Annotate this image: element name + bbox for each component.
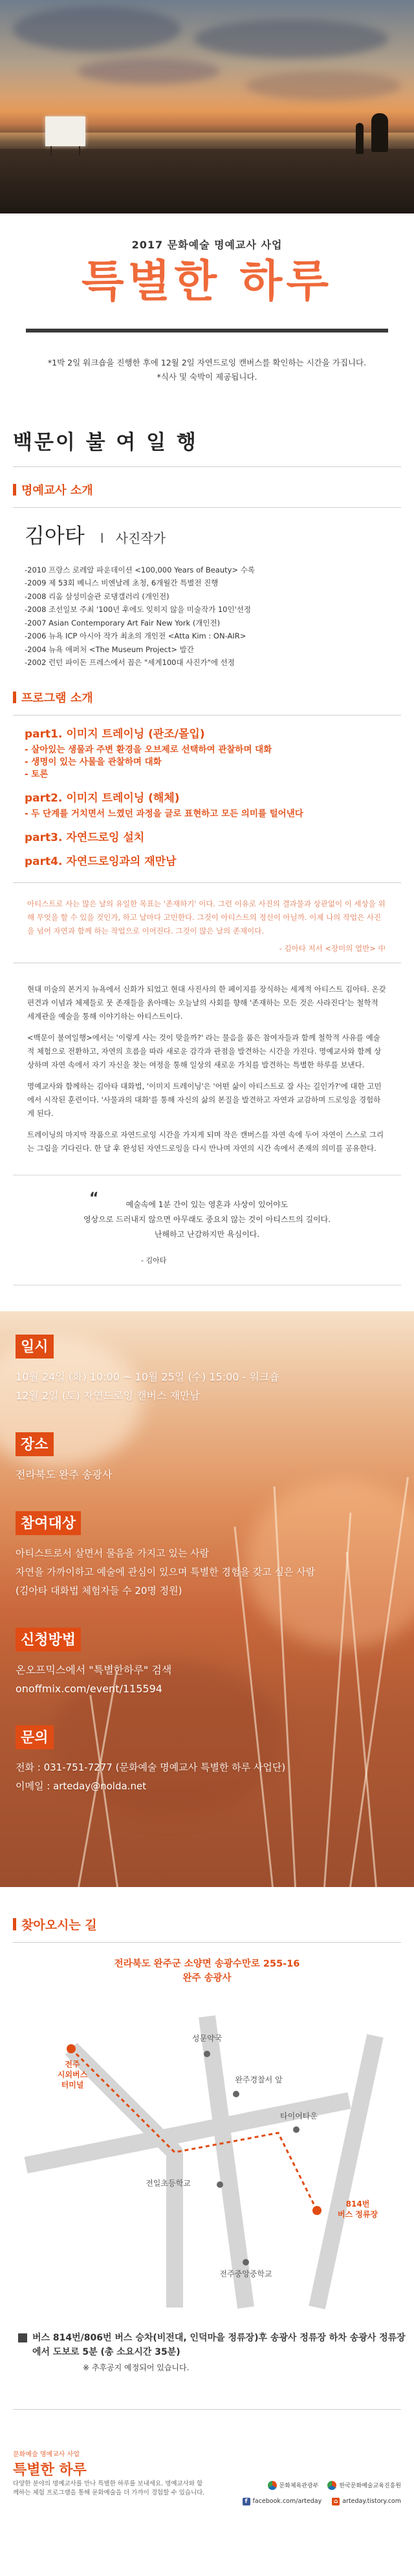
program-heading-text: 프로그램 소개 <box>21 691 93 705</box>
info-apply-label: 신청방법 <box>16 1628 81 1652</box>
info-line: 10월 24일 (화) 10:00 ~ 10월 25일 (수) 15:00 - 워크숍 <box>16 1370 279 1383</box>
main-heading: 백문이 불 여 일 행 <box>13 430 198 454</box>
artist <box>25 519 414 549</box>
person-silhouette <box>356 123 364 154</box>
description-paragraph: 현대 미술의 본거지 뉴욕에서 신화가 되었고 현대 사진사의 한 페이지를 장식하는 세계적 아티스트 김아타. 온갖 편견과 이념과 체제들로 뭇 존재들을 옭아매는 오늘날의 사회를 향해 '존재하는 모든 것은 사라진다'는 철학적 세계관을 예술을 통해 이야기하는 아티스트이다. <box>27 984 386 1021</box>
program-subtitle: 2017 문화예술 명예교사 사업 <box>131 239 283 251</box>
quote-mark-icon: “ <box>89 1190 99 1206</box>
info-line: 12월 2일 (토) 자연드로잉 캔버스 재만남 <box>16 1389 200 1402</box>
info-apply-text <box>16 1661 414 1698</box>
description-paragraph: 명예교사와 함께하는 김아타 대화법, '이미지 트레이닝'은 '어떤 삶이 아티스트로 잘 사는 길인가?'에 대한 고민에서 시작된 훈련이다. '사물과의 대화'를 통해 자신의 삶의 본질을 발견하고 자연과 교감하며 드로잉을 경험하게 된다. <box>27 1081 382 1118</box>
program-part-detail: - 토론 <box>25 769 49 780</box>
directions-heading-text: 찾아오시는 길 <box>21 1917 97 1932</box>
footer <box>13 2410 401 2507</box>
logo-ministry <box>268 2481 319 2490</box>
artist-name: 김아타 <box>25 523 85 548</box>
logo-arte <box>327 2481 401 2490</box>
arte-logo-icon <box>327 2481 336 2490</box>
description-paragraph: 트레이닝의 마지막 작품으로 자연드로잉 시간을 가지게 되며 작은 캔버스를 자연 속에 두어 자연이 스스로 그리는 그림을 기다린다. 한 달 후 완성된 자연드로잉을 다시 만나며 자연의 시간 속에서 존재의 의미를 공유한다. <box>27 1130 384 1153</box>
career-item: -2006 뉴욕 ICP 아시아 작가 최초의 개인전 <Atta Kim : ON-AIR> <box>25 631 246 641</box>
teacher-heading-text: 명예교사 소개 <box>21 483 93 497</box>
tree-silhouette <box>371 113 388 152</box>
bus-icon <box>18 2333 27 2342</box>
divider <box>13 507 401 508</box>
program-part <box>25 852 414 868</box>
info-section <box>0 1311 414 1887</box>
apply-link[interactable]: onoffmix.com/event/115594 <box>16 1682 162 1695</box>
address-line: 완주 송광사 <box>182 1972 232 1983</box>
bus-directions-text: 버스 814번/806번 버스 승차(비전대, 인덕마을 정류장)후 송광사 정류장 하차 송광사 정류장에서 도보로 5분 (총 소요시간 35분) <box>32 2332 406 2357</box>
directions-heading <box>13 1916 414 1933</box>
program-part <box>25 789 414 820</box>
career-item: -2002 런던 파이돈 프레스에서 꼽은 "세계100대 사진가"에 선정 <box>25 658 235 668</box>
program-part-title: part2. 이미지 트레이닝 (해체) <box>25 791 180 805</box>
career-item: -2008 조선일보 주최 '100년 후에도 잊히지 않을 미술작가 10인'선정 <box>25 605 251 615</box>
info-target-label: 참여대상 <box>16 1511 81 1535</box>
title-block <box>0 213 414 333</box>
map-label-school2: 전주중앙중학교 <box>219 2269 272 2278</box>
notice-line: *1박 2일 워크숍을 진행한 후에 12월 2일 자연드로잉 캔버스를 확인하는 시간을 가집니다. <box>47 357 367 367</box>
divider <box>13 1942 401 1943</box>
closing-quote <box>0 1190 414 1242</box>
logo-arte-text: 한국문화예술교육진흥원 <box>339 2483 401 2490</box>
heading-bar <box>13 484 16 496</box>
footer-links <box>243 2498 401 2505</box>
facebook-link[interactable] <box>243 2498 322 2505</box>
divider <box>13 882 401 883</box>
program-part-title: part4. 자연드로잉과의 재만남 <box>25 855 177 868</box>
program-part <box>25 828 414 844</box>
map-label-police: 완주경찰서 앞 <box>235 2075 283 2084</box>
blog-link-text: arteday.tistory.com <box>342 2498 401 2505</box>
info-date-text <box>16 1368 414 1405</box>
info-line: 전라북도 완주 송광사 <box>16 1468 113 1481</box>
map-label-school1: 전일초등학교 <box>146 2178 191 2188</box>
contact-email[interactable]: 이메일 : arteday@nolda.net <box>16 1780 147 1792</box>
heading-bar <box>13 692 16 703</box>
footer-small-label: 문화예술 명예교사 사업 <box>13 2450 80 2458</box>
artist-role: 사진작가 <box>115 530 166 546</box>
info-contact-label: 문의 <box>16 1725 54 1749</box>
logo-ministry-text: 문화체육관광부 <box>279 2483 319 2490</box>
program-part-title: part3. 자연드로잉 설치 <box>25 831 145 844</box>
career-item: -2009 제 53회 베니스 비엔날레 초청, 6개월간 특별전 진행 <box>25 578 219 588</box>
info-line: 온오프믹스에서 "특별한하루" 검색 <box>16 1663 172 1676</box>
terminal-marker <box>67 2044 76 2053</box>
info-line: 아티스트로서 살면서 물음을 가지고 있는 사람 <box>16 1547 210 1559</box>
footer-description: 다양한 분야의 명예교사를 만나 특별한 하루를 보내세요. 명예교사와 함께하는 체험 프로그램을 통해 문화예술을 더 가까이 경험할 수 있습니다. <box>13 2480 205 2496</box>
sponsor-logos <box>268 2481 402 2490</box>
program-title: 특별한 하루 <box>81 256 333 307</box>
outdoor-screen <box>45 116 85 146</box>
program-part <box>25 725 414 781</box>
closing-quote-line: 난해하고 난감하지만 욕심이다. <box>154 1229 260 1239</box>
map-label-seongmun: 성문약국 <box>191 2033 223 2043</box>
artist-quote: 아티스트로 사는 많은 날의 유일한 목표는 '존재하기' 이다. 그런 이유로 사진의 결과물과 상관없이 이 세상을 위해 무엇을 할 수 있을 것인가, 하고 날마다 고민한다. 그것이 아티스트의 정신이 아닐까. 이제 나의 작업은 사진을 넘어 자연과 함께 하는 작업으로 이어진다. 그것이 많은 날의 존재이다. <box>27 899 386 935</box>
directions-map <box>13 1997 401 2314</box>
info-contact-text <box>16 1758 414 1796</box>
career-item: -2004 뉴욕 애퍼처 <The Museum Project> 발간 <box>25 644 194 654</box>
info-line: (김아타 대화법 체험자들 수 20명 정원) <box>16 1584 182 1597</box>
closing-quote-line: 예술속에 1분 간이 있는 영혼과 사상이 있어야도 <box>125 1199 289 1209</box>
description-paragraph: <백문이 불여일행>에서는 '이렇게 사는 것이 맞을까?' 라는 물음을 품은 참여자들과 함께 철학적 사유를 예술적 체험으로 전환하고, 자연의 흐름을 따라 새로운 감각과 관점을 발견하는 시간을 가진다. 명예교사와 함께 상상하며 자연 속에서 자기 자신을 찾는 여정을 통해 일상의 새로운 가치를 발견하는 특별한 하루를 보낸다. <box>27 1032 382 1069</box>
program-list <box>25 725 414 868</box>
description <box>27 983 387 1155</box>
map-label-terminal: 전주 시외버스 터미널 <box>57 2059 88 2090</box>
info-place <box>16 1405 414 1484</box>
divider <box>13 466 401 467</box>
artist-quote-author: - 김아타 저서 <장미의 열반> 中 <box>279 943 386 953</box>
ministry-logo-icon <box>268 2481 277 2490</box>
career-list <box>25 563 414 670</box>
career-item: -2010 프랑스 로레알 파운데이션 <100,000 Years of Beauty> 수록 <box>25 565 255 574</box>
bus-note: ※ 추후공지 예정되어 있습니다. <box>83 2363 190 2372</box>
closing-quote-line: 영상으로 드러내지 않으면 아무래도 중요치 않는 것이 아티스트의 길이다. <box>83 1214 331 1224</box>
info-contact <box>16 1698 414 1796</box>
program-part-detail: - 살아있는 생물과 주변 환경을 오브제로 선택하여 관찰하며 대화 <box>25 744 272 755</box>
address-line: 전라북도 완주군 소양면 송광수만로 255-16 <box>114 1958 300 1969</box>
map-label-tire: 타이어타운 <box>280 2111 318 2121</box>
info-line: 자연을 가까이하고 예술에 관심이 있으며 특별한 경험을 갖고 싶은 사람 <box>16 1566 316 1578</box>
facebook-icon: f <box>243 2498 250 2505</box>
bus-directions <box>18 2331 414 2359</box>
teacher-heading <box>13 481 414 498</box>
map-label-bus-stop: 814번 버스 정류장 <box>337 2199 378 2219</box>
career-item: -2007 Asian Contemporary Art Fair New York (개인전) <box>25 618 221 628</box>
notice <box>0 333 414 384</box>
facebook-link-text: facebook.com/arteday <box>252 2498 322 2505</box>
artist-separator: I <box>100 530 104 546</box>
program-heading <box>13 689 414 706</box>
footer-title: 특별한 하루 <box>13 2461 87 2478</box>
home-icon: ⌂ <box>332 2498 340 2505</box>
info-place-text <box>16 1465 414 1484</box>
career-item: -2008 리움 삼성미술관 로댕갤러리 (개인전) <box>25 591 169 601</box>
info-target-text <box>16 1544 414 1600</box>
info-target <box>16 1484 414 1600</box>
contact-phone[interactable]: 전화 : 031-751-7277 (문화예술 명예교사 특별한 하루 사업단) <box>16 1761 286 1773</box>
map-roads <box>13 1997 401 2314</box>
closing-quote-author: - 김아타 <box>141 1256 167 1265</box>
directions-address <box>0 1957 414 1985</box>
info-place-label: 장소 <box>16 1432 54 1456</box>
info-apply <box>16 1600 414 1698</box>
program-part-title: part1. 이미지 트레이닝 (관조/몰입) <box>25 727 205 741</box>
notice-line: *식사 및 숙박이 제공됩니다. <box>157 371 257 382</box>
program-part-detail: - 두 단계를 거치면서 느꼈던 과정을 글로 표현하고 모든 의미를 털어낸다 <box>25 808 303 819</box>
blog-link[interactable] <box>332 2498 401 2505</box>
info-date-label: 일시 <box>16 1335 54 1359</box>
program-part-detail: - 생명이 있는 사물을 관찰하며 대화 <box>25 756 162 767</box>
heading-bar <box>13 1918 16 1930</box>
info-date <box>16 1311 414 1405</box>
hero-photo <box>0 0 414 213</box>
